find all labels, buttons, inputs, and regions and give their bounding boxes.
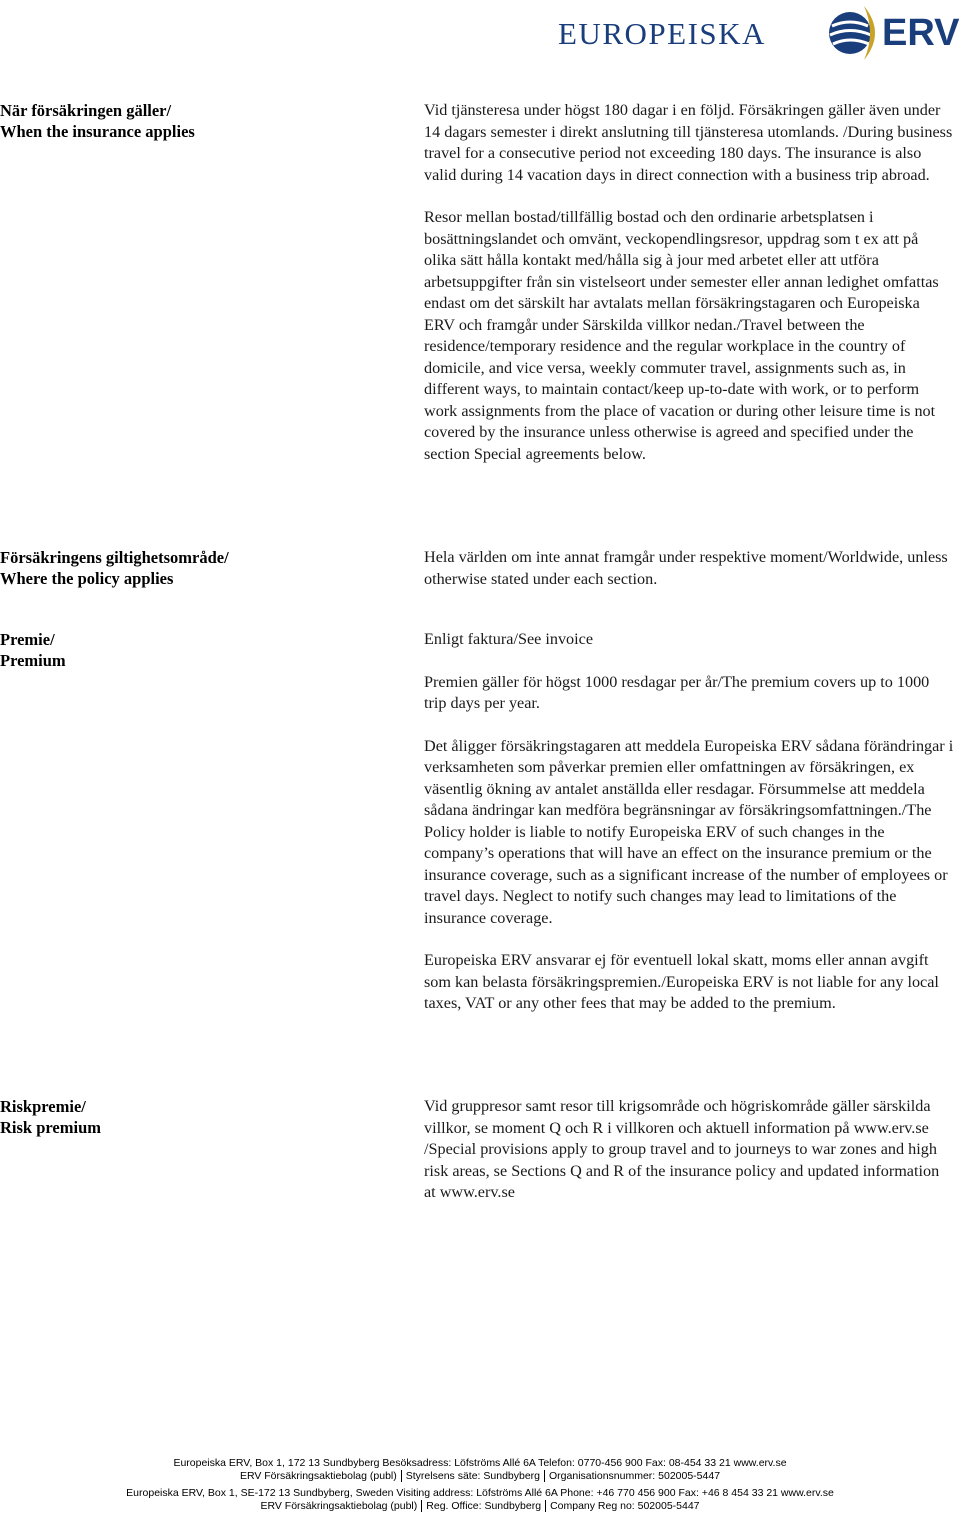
paragraph: Vid tjänsteresa under högst 180 dagar i en följd. Försäkringen gäller även under 14 dagars semester i direkt anslutning till tjänsteresa utomlands. /During business travel for a consecutive period not exceeding 180 days. The insurance is also valid during 14 vacation days in direct connection with a business trip abroad. [424,101,953,184]
label-english: Premium [0,651,66,670]
paragraph: Hela världen om inte annat framgår under respektive moment/Worldwide, unless otherwise stated under each section. [424,548,948,588]
label-english: Risk premium [0,1118,101,1137]
footer-reg-no: Company Reg no: 502005-5447 [550,1500,700,1512]
footer-office: Styrelsens säte: Sundbyberg [405,1470,541,1482]
footer-company-en [0,1500,960,1513]
section-label [0,100,400,142]
label-english: Where the policy applies [0,569,174,588]
section-body [424,629,954,1036]
paragraph: Europeiska ERV ansvarar ej för eventuell lokal skatt, moms eller annan avgift som kan belasta försäkringspremien./Europeiska ERV is not liable for any local taxes, VAT or any other fees that may be added to the premium. [424,951,939,1012]
section-label [0,1096,400,1138]
footer-office: Reg. Office: Sundbyberg [426,1500,542,1512]
label-english: When the insurance applies [0,122,195,141]
label-swedish: Försäkringens giltighetsområde/ [0,548,229,567]
label-swedish: Premie/ [0,630,55,649]
footer-address-sv: Europeiska ERV, Box 1, 172 13 Sundbyberg Besöksadress: Löfströms Allé 6A Telefon: 0770-456 900 Fax: 08-454 33 21 www.erv.se [173,1457,787,1469]
section-body [424,547,954,611]
paragraph: Premien gäller för högst 1000 resdagar per år/The premium covers up to 1000 trip days per year. [424,672,930,712]
paragraph: Enligt faktura/See invoice [424,630,594,648]
footer-company-sv [0,1470,960,1483]
label-swedish: När försäkringen gäller/ [0,101,172,120]
paragraph: Det åligger försäkringstagaren att meddela Europeiska ERV sådana förändringar i verksamheten som påverkar premien eller omfattningen av försäkringen, ex väsentlig ökning av antalet anställda eller resdagar. Försummelse att meddela sådana ändringar kan medföra begränsningar av försäkringsomfattningen./The Policy holder is liable to notify Europeiska ERV of such changes in the company’s operations that will have an effect on the insurance premium or the insurance coverage, such as a significant increase of the number of employees or travel days. Neglect to notify such changes may lead to limitations of the insurance coverage. [424,736,954,927]
section-body [424,100,954,486]
footer-reg-no: Organisationsnummer: 502005-5447 [549,1470,721,1482]
globe-emblem-icon [820,2,884,64]
logo-brand: ERV [882,12,960,54]
footer-company-name: ERV Försäkringsaktiebolag (publ) [239,1470,397,1482]
footer-company-name: ERV Försäkringsaktiebolag (publ) [260,1500,418,1512]
logo-wordmark: EUROPEISKA [558,16,766,51]
section-label [0,547,400,589]
section-label [0,629,400,671]
footer-english [0,1487,960,1513]
paragraph: Vid gruppresor samt resor till krigsområde och högriskområde gäller särskilda villkor, se moment Q och R i villkoren och aktuell information på www.erv.se /Special provisions apply to group travel and to journeys to war zones and high risk areas, se Sections Q and R of the insurance policy and updated information at www.erv.se [424,1097,940,1201]
paragraph: Resor mellan bostad/tillfällig bostad och den ordinarie arbetsplatsen i bosättningslandet och omvänt, veckopendlingsresor, uppdrag som t ex att på olika sätt hålla kontakt med/hålla sig à jour med arbetet eller att utföra arbetsuppgifter från sin vistelseort under semester eller annan ledighet omfattas endast om det särskilt har avtalats mellan försäkringstagaren och Europeiska ERV och framgår under Särskilda villkor nedan./Travel between the residence/temporary residence and the regular workplace in the country of domicile, and vice versa, weekly commuter travel, assignments such as, in different ways, to maintain contact/keep up-to-date with work, or to perform work assignments from the place of vacation or during other leisure time is not covered by the insurance unless otherwise is agreed and specified under the section Special agreements below. [424,208,939,463]
footer-swedish [0,1457,960,1483]
company-logo [556,2,960,64]
footer-address-en: Europeiska ERV, Box 1, SE-172 13 Sundbyberg, Sweden Visiting address: Löfströms Allé 6A Phone: +46 770 456 900 Fax: +46 8 454 33 21 www.erv.se [126,1487,834,1499]
label-swedish: Riskpremie/ [0,1097,86,1116]
section-body [424,1096,954,1225]
